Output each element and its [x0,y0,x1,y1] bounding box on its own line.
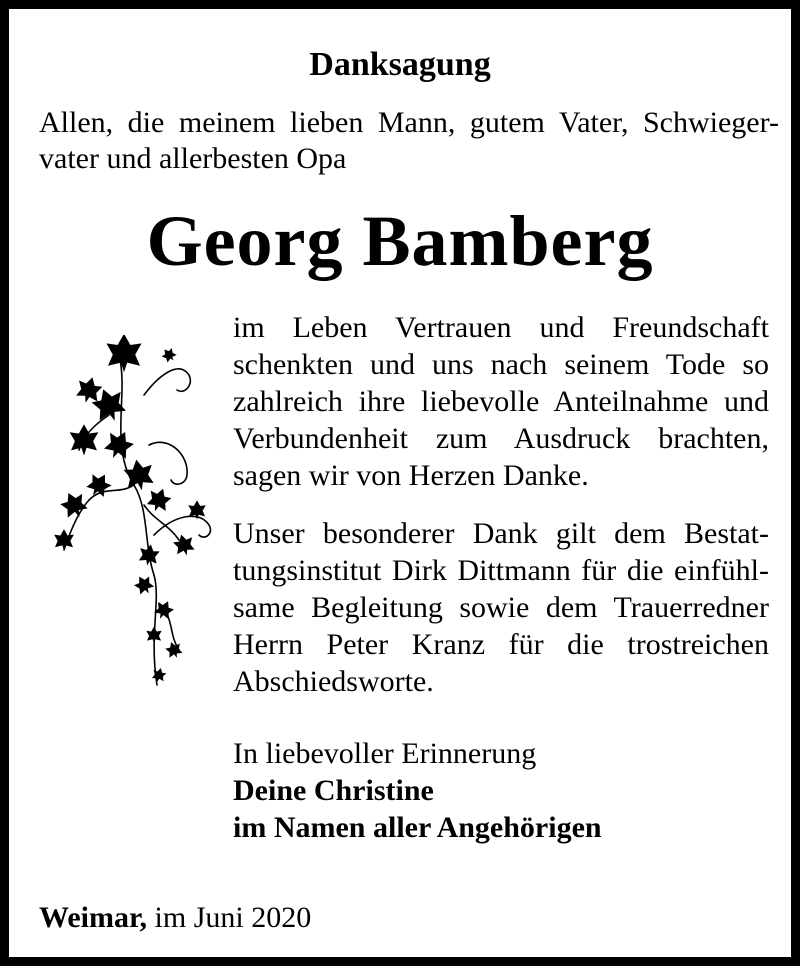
notice-heading: Danksagung [309,46,491,83]
ivy-vine-icon [49,335,219,705]
signature-name: Deine Christine [233,774,434,807]
place: Weimar, [39,901,148,934]
paragraph-line: schenkten und uns nach seinem Tode so [233,348,769,381]
intro-text [39,105,779,177]
paragraph-line: tungsinstitut Dirk Dittmann für die einfühl- [233,554,769,587]
paragraph-line: same Begleitung sowie dem Trauerredner [233,591,769,624]
thanks-paragraph-2 [233,515,769,700]
paragraph-line: Herrn Peter Kranz für die trostreichen [233,628,769,661]
paragraph-line: Unser besonderer Dank gilt dem Bestat- [233,517,769,550]
signature-family: im Namen aller Angehörigen [233,811,602,844]
date: im Juni 2020 [147,901,312,934]
paragraph-line: zahlreich ihre liebevolle Anteilnahme und [233,385,769,418]
intro-line-2: vater und allerbesten Opa [39,142,347,175]
signature-remembrance: In liebevoller Erinnerung [233,737,537,770]
thanks-paragraph-1 [233,309,769,494]
paragraph-line: Verbundenheit zum Ausdruck brachten, [233,422,769,455]
paragraph-line: sagen wir von Herzen Danke. [233,459,589,492]
intro-line-1: Allen, die meinem lieben Mann, gutem Vater, Schwieger- [39,106,779,139]
place-date [39,900,311,936]
deceased-name: Georg Bamberg [146,201,654,281]
paragraph-line: im Leben Vertrauen und Freundschaft [233,311,769,344]
paragraph-line: Abschiedsworte. [233,665,434,698]
signature-block [233,735,602,846]
